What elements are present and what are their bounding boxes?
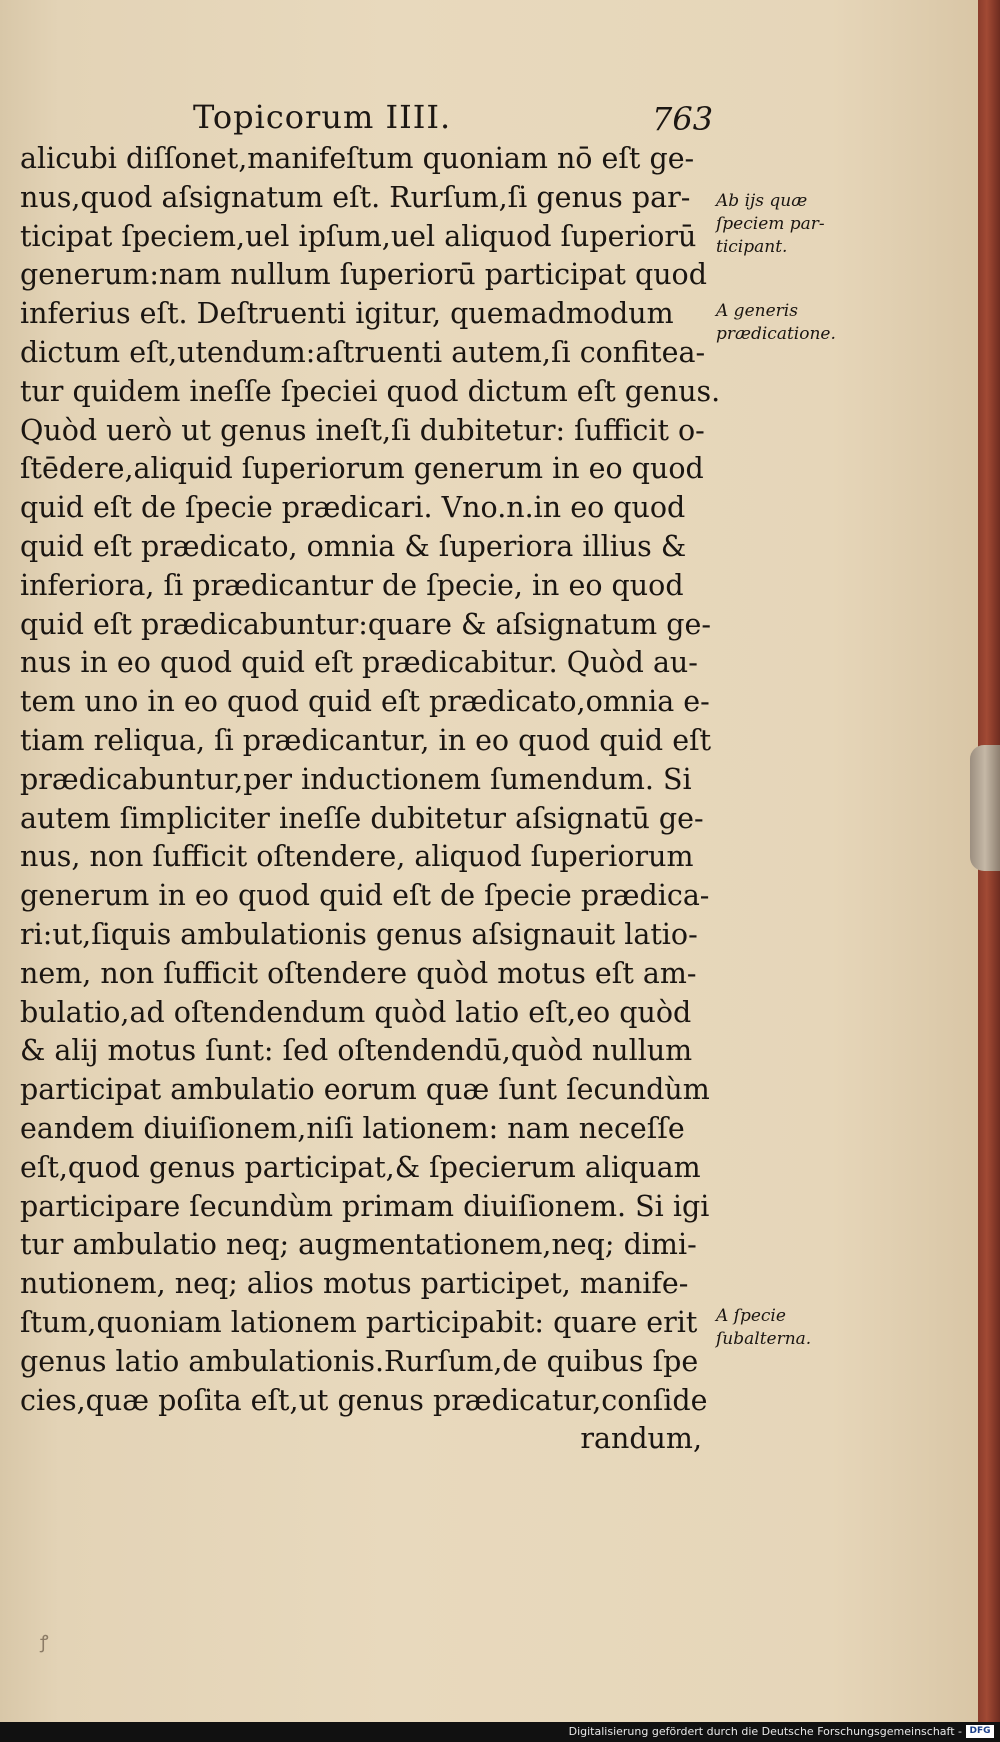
- text-line: ticipat ſpeciem,uel ipſum,uel aliquod ſuperiorū: [20, 219, 697, 253]
- text-line: ſtēdere,aliquid ſuperiorum generum in eo quod: [20, 452, 704, 486]
- marginal-note-line: prædicatione.: [716, 324, 836, 344]
- text-line: & alij motus ſunt: ſed oſtendendū,quòd nullum: [20, 1034, 693, 1068]
- text-line: prædicabuntur,per inductionem ſumendum. Si: [20, 762, 692, 796]
- text-line: tur quidem ineſſe ſpeciei quod dictum eſt genus.: [20, 374, 721, 408]
- text-line: nem, non ſufficit oſtendere quòd motus eſt am-: [20, 956, 697, 990]
- text-line: tem uno in eo quod quid eſt prædicato,omnia e-: [20, 685, 710, 719]
- page-number: 763: [652, 100, 714, 138]
- catchword: randum,: [580, 1422, 702, 1456]
- text-line: bulatio,ad oſtendendum quòd latio eſt,eo quòd: [20, 995, 692, 1029]
- digitization-credit: Digitalisierung gefördert durch die Deutsche Forschungsgemeinschaft -: [568, 1725, 962, 1738]
- marginal-note-line: A ſpecie: [716, 1306, 786, 1326]
- dfg-logo: DFG: [966, 1725, 994, 1738]
- text-line: eſt,quod genus participat,& ſpecierum aliquam: [20, 1150, 701, 1184]
- body-text: [20, 140, 721, 1459]
- marginal-note-line: ſubalterna.: [716, 1329, 812, 1349]
- text-line: cies,quæ poſita eſt,ut genus prædicatur,conſide: [20, 1383, 708, 1417]
- text-line: inferius eſt. Deſtruenti igitur, quemadmodum: [20, 297, 674, 331]
- marginal-note-ab-ijs: [716, 190, 851, 259]
- text-line: Quòd uerò ut genus ineſt,ſi dubitetur: ſufficit o-: [20, 413, 705, 447]
- marginal-note-line: Ab ijs quæ: [716, 191, 808, 211]
- marginal-note-a-generis: [716, 300, 851, 346]
- marginal-note-line: A generis: [716, 301, 798, 321]
- text-line: generum in eo quod quid eſt de ſpecie prædica-: [20, 879, 710, 913]
- ink-mark: ꝭ: [40, 1632, 49, 1653]
- marginal-note-line: ticipant.: [716, 237, 788, 257]
- text-line: nus, non ſufficit oſtendere, aliquod ſuperiorum: [20, 840, 694, 874]
- text-line: tur ambulatio neq; augmentationem,neq; dimi-: [20, 1228, 697, 1262]
- text-line: nutionem, neq; alios motus participet, manife-: [20, 1267, 689, 1301]
- text-line: dictum eſt,utendum:aſtruenti autem,ſi confitea-: [20, 335, 706, 369]
- text-line: eandem diuiſionem,niſi lationem: nam neceſſe: [20, 1111, 685, 1145]
- text-line: ri:ut,ſiquis ambulationis genus aſsignauit latio-: [20, 917, 698, 951]
- text-line: generum:nam nullum ſuperiorū participat quod: [20, 258, 707, 292]
- text-line: tiam reliqua, ſi prædicantur, in eo quod quid eſt: [20, 723, 712, 757]
- marginal-note-line: ſpeciem par-: [716, 214, 825, 234]
- text-line: alicubi diſſonet,manifeſtum quoniam nō eſt ge-: [20, 142, 695, 175]
- text-line: nus,quod aſsignatum eſt. Rurſum,ſi genus par-: [20, 180, 691, 214]
- text-line: ſtum,quoniam lationem participabit: quare erit: [20, 1305, 698, 1339]
- text-line: quid eſt prædicato, omnia & ſuperiora illius &: [20, 529, 687, 563]
- text-line: quid eſt prædicabuntur:quare & aſsignatum ge-: [20, 607, 711, 641]
- text-line: autem ſimpliciter ineſſe dubitetur aſsignatū ge-: [20, 801, 704, 835]
- running-head: Topicorum IIII.: [193, 98, 452, 136]
- marginal-note-a-specie: [716, 1305, 851, 1351]
- text-line: nus in eo quod quid eſt prædicabitur. Quòd au-: [20, 646, 698, 680]
- text-line: participare ſecundùm primam diuiſionem. Si igi: [20, 1189, 710, 1223]
- text-line: participat ambulatio eorum quæ ſunt ſecundùm: [20, 1073, 710, 1107]
- text-line: inferiora, ſi prædicantur de ſpecie, in eo quod: [20, 568, 684, 602]
- book-clasp: [970, 745, 1000, 871]
- text-line: genus latio ambulationis.Rurſum,de quibus ſpe: [20, 1344, 699, 1378]
- text-line: quid eſt de ſpecie prædicari. Vno.n.in eo quod: [20, 491, 686, 525]
